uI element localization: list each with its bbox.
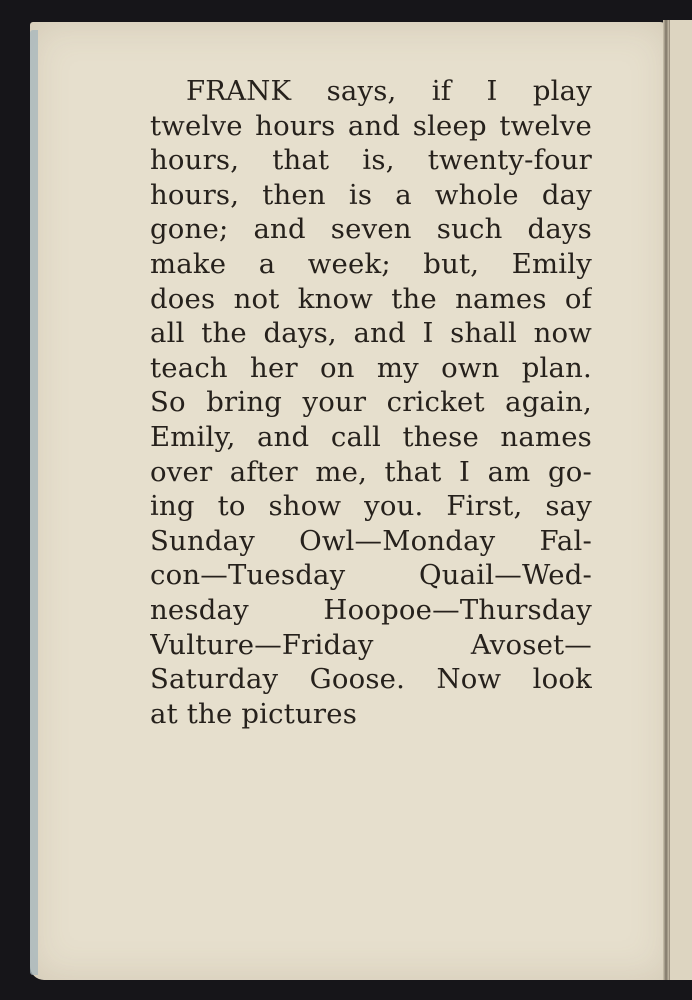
text-line: nesday Hoopoe—Thursday	[150, 593, 592, 626]
text-line: gone; and seven such days	[150, 213, 592, 246]
text-line: twelve hours and sleep twelve	[150, 109, 592, 142]
page-text	[150, 74, 592, 731]
text-line: con—Tuesday Quail—Wed-	[150, 559, 592, 592]
page-edge	[30, 30, 38, 975]
text-line: So bring your cricket again,	[150, 386, 592, 419]
next-page-edge	[669, 20, 692, 980]
text-line: at the pictures	[150, 697, 358, 730]
text-line: Saturday Goose. Now look	[150, 663, 592, 696]
text-line: Emily, and call these names	[150, 420, 592, 453]
text-line: does not know the names of	[150, 282, 592, 315]
text-line: make a week; but, Emily	[150, 247, 592, 280]
text-line: all the days, and I shall now	[150, 317, 592, 350]
text-line: Vulture—Friday Avoset—	[150, 628, 592, 661]
text-line: ing to show you. First, say	[150, 490, 592, 523]
text-line: FRANK says, if I play	[186, 75, 592, 107]
text-line: over after me, that I am go-	[150, 455, 592, 488]
text-line: Sunday Owl—Monday Fal-	[150, 524, 592, 557]
text-line: hours, that is, twenty-four	[150, 144, 592, 177]
text-line: hours, then is a whole day	[150, 178, 592, 211]
text-line: teach her on my own plan.	[150, 351, 592, 384]
